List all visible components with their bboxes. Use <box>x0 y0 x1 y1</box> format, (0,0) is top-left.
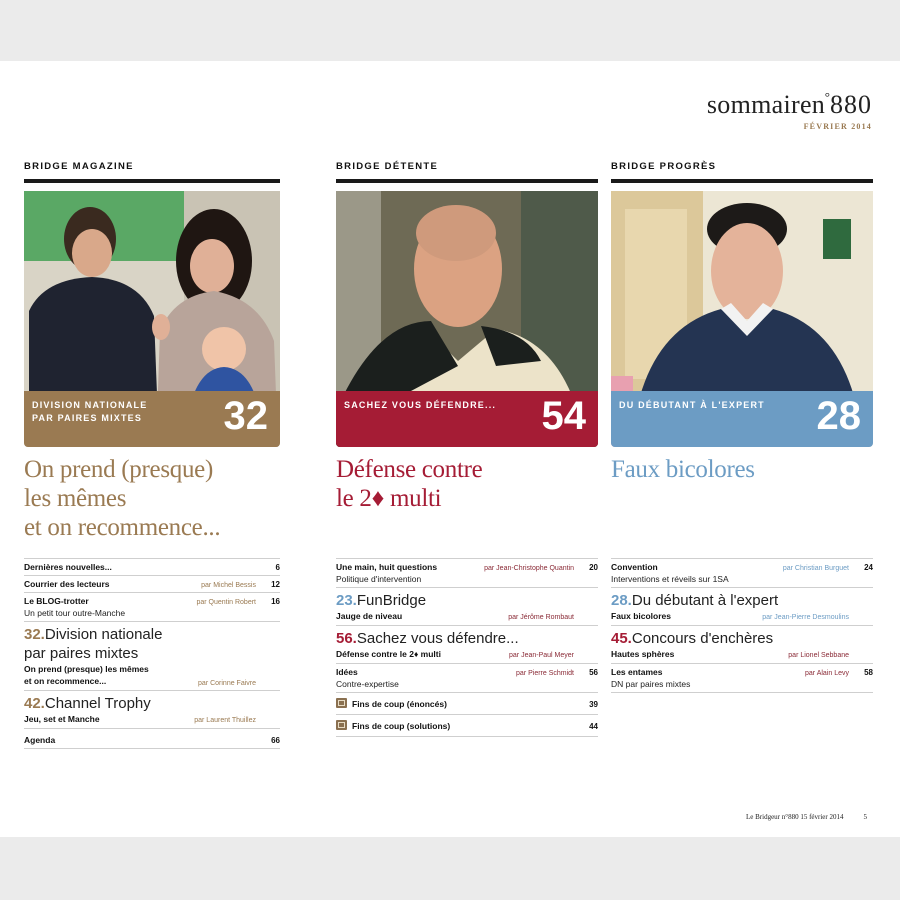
feature-band: DU DÉBUTANT À L'EXPERT 28 <box>611 391 873 447</box>
feature-headline[interactable]: Faux bicolores <box>611 456 755 483</box>
toc-entry[interactable]: 32.Division nationale par paires mixtes On prend (presque) les mêmes et on recommence... par Corinne Faivre <box>24 622 280 691</box>
feature-photo-man-sweater[interactable] <box>336 191 598 447</box>
section-label: BRIDGE PROGRÈS <box>611 161 873 183</box>
feature-page-number: 32 <box>223 394 268 438</box>
toc-bridge-progres <box>611 558 873 693</box>
column-bridge-progres <box>611 161 873 484</box>
column-bridge-magazine <box>24 161 280 542</box>
toc-bridge-detente <box>336 558 598 737</box>
toc-entry[interactable]: Courrier des lecteurs par Michel Bessis 12 <box>24 576 280 593</box>
feature-page-number: 28 <box>816 394 861 438</box>
toc-entry[interactable]: 45.Concours d'enchères Hautes sphères par Lionel Sebbane <box>611 626 873 664</box>
toc-entry[interactable]: Une main, huit questions par Jean-Christophe Quantin 20 Politique d'intervention <box>336 558 598 588</box>
page-title: sommairen°880 <box>706 89 872 119</box>
feature-page-number: 54 <box>541 394 586 438</box>
magazine-page <box>0 61 900 837</box>
page-footer: Le Bridgeur n°880 15 février 2014 5 <box>746 813 867 821</box>
column-bridge-detente <box>336 161 598 513</box>
toc-entry[interactable]: 42.Channel Trophy Jeu, set et Manche par Laurent Thuillez <box>24 691 280 729</box>
toc-entry[interactable]: Agenda 66 <box>24 729 280 749</box>
feature-headline[interactable]: On prend (presque) les mêmes et on recommence... <box>24 456 221 541</box>
toc-entry[interactable]: Fins de coup (énoncés) 39 <box>336 693 598 715</box>
toc-entry[interactable]: 23.FunBridge Jauge de niveau par Jérôme Rombaut <box>336 588 598 626</box>
toc-entry[interactable]: 56.Sachez vous défendre... Défense contre le 2♦ multi par Jean-Paul Meyer <box>336 626 598 664</box>
section-label: BRIDGE DÉTENTE <box>336 161 598 183</box>
feature-band: DIVISION NATIONALE PAR PAIRES MIXTES 32 <box>24 391 280 447</box>
feature-photo-young-man[interactable] <box>611 191 873 447</box>
toc-entry[interactable]: Fins de coup (solutions) 44 <box>336 715 598 737</box>
footer-page-number: 5 <box>863 813 867 821</box>
cards-icon <box>336 720 347 730</box>
toc-entry[interactable]: Convention par Christian Burguet 24 Interventions et réveils sur 1SA <box>611 558 873 588</box>
issue-number: 880 <box>830 90 872 119</box>
toc-entry[interactable]: Dernières nouvelles... 6 <box>24 558 280 576</box>
feature-headline[interactable]: Défense contre le 2♦ multi <box>336 456 483 512</box>
issue-date: FÉVRIER 2014 <box>803 122 872 131</box>
feature-photo-couple-baby[interactable] <box>24 191 280 447</box>
section-label: BRIDGE MAGAZINE <box>24 161 280 183</box>
toc-entry[interactable]: 28.Du débutant à l'expert Faux bicolores par Jean-Pierre Desmoulins <box>611 588 873 626</box>
feature-band: SACHEZ VOUS DÉFENDRE... 54 <box>336 391 598 447</box>
toc-entry[interactable]: Idées par Pierre Schmidt 56 Contre-expertise <box>336 664 598 693</box>
toc-entry[interactable]: Les entames par Alain Levy 58 DN par paires mixtes <box>611 664 873 693</box>
page-header <box>707 89 872 131</box>
toc-entry[interactable]: Le BLOG-trotter par Quentin Robert 16 Un petit tour outre-Manche <box>24 593 280 622</box>
cards-icon <box>336 698 347 708</box>
toc-bridge-magazine <box>24 558 280 749</box>
